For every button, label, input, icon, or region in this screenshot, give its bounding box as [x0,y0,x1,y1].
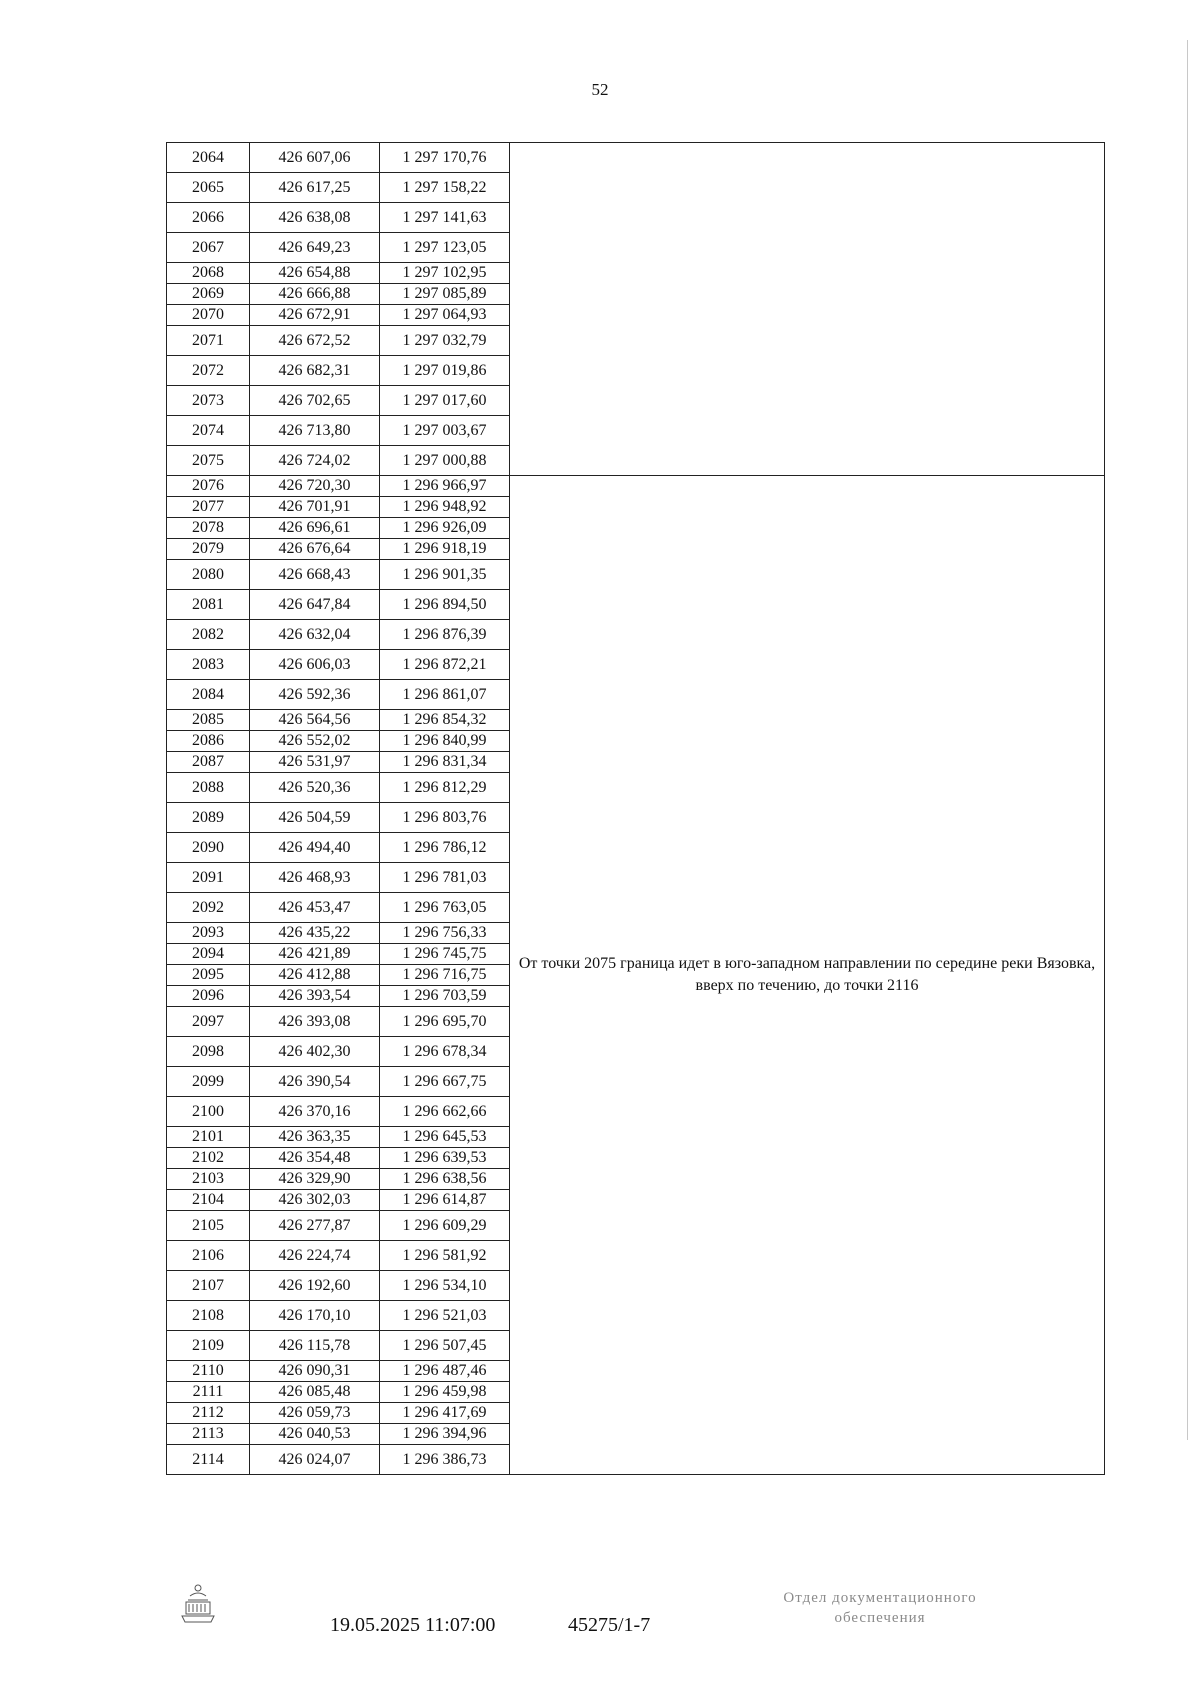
y-coordinate-cell: 1 297 170,76 [380,143,510,173]
x-coordinate-cell: 426 647,84 [250,590,380,620]
x-coordinate-cell: 426 085,48 [250,1382,380,1403]
point-number-cell: 2067 [167,233,250,263]
y-coordinate-cell: 1 296 901,35 [380,560,510,590]
x-coordinate-cell: 426 720,30 [250,476,380,497]
point-number-cell: 2076 [167,476,250,497]
y-coordinate-cell: 1 296 695,70 [380,1007,510,1037]
point-number-cell: 2075 [167,446,250,476]
x-coordinate-cell: 426 453,47 [250,893,380,923]
point-number-cell: 2086 [167,731,250,752]
department-stamp [700,1588,1060,1629]
y-coordinate-cell: 1 296 487,46 [380,1361,510,1382]
point-number-cell: 2081 [167,590,250,620]
point-number-cell: 2102 [167,1148,250,1169]
x-coordinate-cell: 426 520,36 [250,773,380,803]
point-number-cell: 2065 [167,173,250,203]
y-coordinate-cell: 1 297 085,89 [380,284,510,305]
y-coordinate-cell: 1 296 645,53 [380,1127,510,1148]
y-coordinate-cell: 1 296 756,33 [380,923,510,944]
x-coordinate-cell: 426 682,31 [250,356,380,386]
point-number-cell: 2079 [167,539,250,560]
y-coordinate-cell: 1 296 763,05 [380,893,510,923]
y-coordinate-cell: 1 297 017,60 [380,386,510,416]
point-number-cell: 2070 [167,305,250,326]
y-coordinate-cell: 1 297 141,63 [380,203,510,233]
x-coordinate-cell: 426 668,43 [250,560,380,590]
x-coordinate-cell: 426 390,54 [250,1067,380,1097]
point-number-cell: 2094 [167,944,250,965]
y-coordinate-cell: 1 296 781,03 [380,863,510,893]
x-coordinate-cell: 426 302,03 [250,1190,380,1211]
x-coordinate-cell: 426 393,08 [250,1007,380,1037]
y-coordinate-cell: 1 296 786,12 [380,833,510,863]
x-coordinate-cell: 426 606,03 [250,650,380,680]
point-number-cell: 2097 [167,1007,250,1037]
x-coordinate-cell: 426 672,52 [250,326,380,356]
boundary-description: От точки 2075 граница идет в юго-западном направлении по середине реки Вязовка, вверх по течению, до точки 2116 [510,476,1105,1475]
x-coordinate-cell: 426 224,74 [250,1241,380,1271]
x-coordinate-cell: 426 531,97 [250,752,380,773]
x-coordinate-cell: 426 277,87 [250,1211,380,1241]
coordinates-table-body [167,143,1105,1475]
point-number-cell: 2114 [167,1445,250,1475]
x-coordinate-cell: 426 494,40 [250,833,380,863]
x-coordinate-cell: 426 363,35 [250,1127,380,1148]
point-number-cell: 2106 [167,1241,250,1271]
x-coordinate-cell: 426 632,04 [250,620,380,650]
y-coordinate-cell: 1 296 894,50 [380,590,510,620]
point-number-cell: 2111 [167,1382,250,1403]
point-number-cell: 2107 [167,1271,250,1301]
point-number-cell: 2108 [167,1301,250,1331]
y-coordinate-cell: 1 296 638,56 [380,1169,510,1190]
y-coordinate-cell: 1 296 394,96 [380,1424,510,1445]
x-coordinate-cell: 426 654,88 [250,263,380,284]
table-row [167,476,1105,497]
y-coordinate-cell: 1 296 840,99 [380,731,510,752]
x-coordinate-cell: 426 421,89 [250,944,380,965]
y-coordinate-cell: 1 296 926,09 [380,518,510,539]
y-coordinate-cell: 1 296 966,97 [380,476,510,497]
point-number-cell: 2105 [167,1211,250,1241]
x-coordinate-cell: 426 696,61 [250,518,380,539]
y-coordinate-cell: 1 296 872,21 [380,650,510,680]
description-cell-empty [510,143,1105,476]
y-coordinate-cell: 1 296 534,10 [380,1271,510,1301]
point-number-cell: 2088 [167,773,250,803]
point-number-cell: 2096 [167,986,250,1007]
point-number-cell: 2073 [167,386,250,416]
y-coordinate-cell: 1 296 948,92 [380,497,510,518]
point-number-cell: 2064 [167,143,250,173]
point-number-cell: 2072 [167,356,250,386]
coordinates-table [166,142,1105,1475]
x-coordinate-cell: 426 329,90 [250,1169,380,1190]
point-number-cell: 2113 [167,1424,250,1445]
point-number-cell: 2089 [167,803,250,833]
x-coordinate-cell: 426 402,30 [250,1037,380,1067]
y-coordinate-cell: 1 296 703,59 [380,986,510,1007]
x-coordinate-cell: 426 552,02 [250,731,380,752]
x-coordinate-cell: 426 724,02 [250,446,380,476]
y-coordinate-cell: 1 297 102,95 [380,263,510,284]
y-coordinate-cell: 1 296 716,75 [380,965,510,986]
y-coordinate-cell: 1 296 662,66 [380,1097,510,1127]
point-number-cell: 2078 [167,518,250,539]
x-coordinate-cell: 426 713,80 [250,416,380,446]
x-coordinate-cell: 426 672,91 [250,305,380,326]
x-coordinate-cell: 426 617,25 [250,173,380,203]
x-coordinate-cell: 426 412,88 [250,965,380,986]
point-number-cell: 2082 [167,620,250,650]
x-coordinate-cell: 426 170,10 [250,1301,380,1331]
point-number-cell: 2098 [167,1037,250,1067]
footer-document-code: 45275/1-7 [568,1614,651,1636]
y-coordinate-cell: 1 297 032,79 [380,326,510,356]
point-number-cell: 2112 [167,1403,250,1424]
table-row [167,143,1105,173]
point-number-cell: 2083 [167,650,250,680]
y-coordinate-cell: 1 297 158,22 [380,173,510,203]
x-coordinate-cell: 426 354,48 [250,1148,380,1169]
y-coordinate-cell: 1 297 003,67 [380,416,510,446]
y-coordinate-cell: 1 296 417,69 [380,1403,510,1424]
point-number-cell: 2085 [167,710,250,731]
x-coordinate-cell: 426 676,64 [250,539,380,560]
point-number-cell: 2074 [167,416,250,446]
point-number-cell: 2095 [167,965,250,986]
point-number-cell: 2104 [167,1190,250,1211]
y-coordinate-cell: 1 296 521,03 [380,1301,510,1331]
x-coordinate-cell: 426 638,08 [250,203,380,233]
point-number-cell: 2069 [167,284,250,305]
y-coordinate-cell: 1 296 386,73 [380,1445,510,1475]
x-coordinate-cell: 426 192,60 [250,1271,380,1301]
margin-scan-mark [1187,40,1188,1440]
y-coordinate-cell: 1 296 678,34 [380,1037,510,1067]
y-coordinate-cell: 1 296 507,45 [380,1331,510,1361]
point-number-cell: 2099 [167,1067,250,1097]
x-coordinate-cell: 426 059,73 [250,1403,380,1424]
point-number-cell: 2101 [167,1127,250,1148]
point-number-cell: 2077 [167,497,250,518]
x-coordinate-cell: 426 607,06 [250,143,380,173]
x-coordinate-cell: 426 024,07 [250,1445,380,1475]
emblem-icon [178,1582,218,1624]
point-number-cell: 2068 [167,263,250,284]
department-stamp-line2: обеспечения [834,1610,926,1627]
x-coordinate-cell: 426 090,31 [250,1361,380,1382]
y-coordinate-cell: 1 297 019,86 [380,356,510,386]
x-coordinate-cell: 426 666,88 [250,284,380,305]
x-coordinate-cell: 426 468,93 [250,863,380,893]
y-coordinate-cell: 1 297 064,93 [380,305,510,326]
y-coordinate-cell: 1 296 854,32 [380,710,510,731]
y-coordinate-cell: 1 296 876,39 [380,620,510,650]
y-coordinate-cell: 1 296 745,75 [380,944,510,965]
y-coordinate-cell: 1 296 812,29 [380,773,510,803]
x-coordinate-cell: 426 435,22 [250,923,380,944]
point-number-cell: 2109 [167,1331,250,1361]
point-number-cell: 2093 [167,923,250,944]
point-number-cell: 2087 [167,752,250,773]
point-number-cell: 2066 [167,203,250,233]
y-coordinate-cell: 1 296 831,34 [380,752,510,773]
page-number: 52 [591,80,609,99]
x-coordinate-cell: 426 649,23 [250,233,380,263]
y-coordinate-cell: 1 296 803,76 [380,803,510,833]
y-coordinate-cell: 1 296 861,07 [380,680,510,710]
footer-date: 19.05.2025 11:07:00 [330,1614,496,1636]
point-number-cell: 2084 [167,680,250,710]
y-coordinate-cell: 1 297 123,05 [380,233,510,263]
y-coordinate-cell: 1 296 614,87 [380,1190,510,1211]
point-number-cell: 2103 [167,1169,250,1190]
x-coordinate-cell: 426 564,56 [250,710,380,731]
x-coordinate-cell: 426 701,91 [250,497,380,518]
y-coordinate-cell: 1 296 918,19 [380,539,510,560]
point-number-cell: 2071 [167,326,250,356]
x-coordinate-cell: 426 370,16 [250,1097,380,1127]
point-number-cell: 2091 [167,863,250,893]
x-coordinate-cell: 426 393,54 [250,986,380,1007]
y-coordinate-cell: 1 297 000,88 [380,446,510,476]
y-coordinate-cell: 1 296 667,75 [380,1067,510,1097]
point-number-cell: 2080 [167,560,250,590]
x-coordinate-cell: 426 592,36 [250,680,380,710]
x-coordinate-cell: 426 115,78 [250,1331,380,1361]
y-coordinate-cell: 1 296 639,53 [380,1148,510,1169]
x-coordinate-cell: 426 504,59 [250,803,380,833]
x-coordinate-cell: 426 040,53 [250,1424,380,1445]
department-stamp-line1: Отдел документационного [783,1590,977,1606]
point-number-cell: 2090 [167,833,250,863]
y-coordinate-cell: 1 296 609,29 [380,1211,510,1241]
point-number-cell: 2092 [167,893,250,923]
x-coordinate-cell: 426 702,65 [250,386,380,416]
point-number-cell: 2110 [167,1361,250,1382]
point-number-cell: 2100 [167,1097,250,1127]
y-coordinate-cell: 1 296 459,98 [380,1382,510,1403]
y-coordinate-cell: 1 296 581,92 [380,1241,510,1271]
